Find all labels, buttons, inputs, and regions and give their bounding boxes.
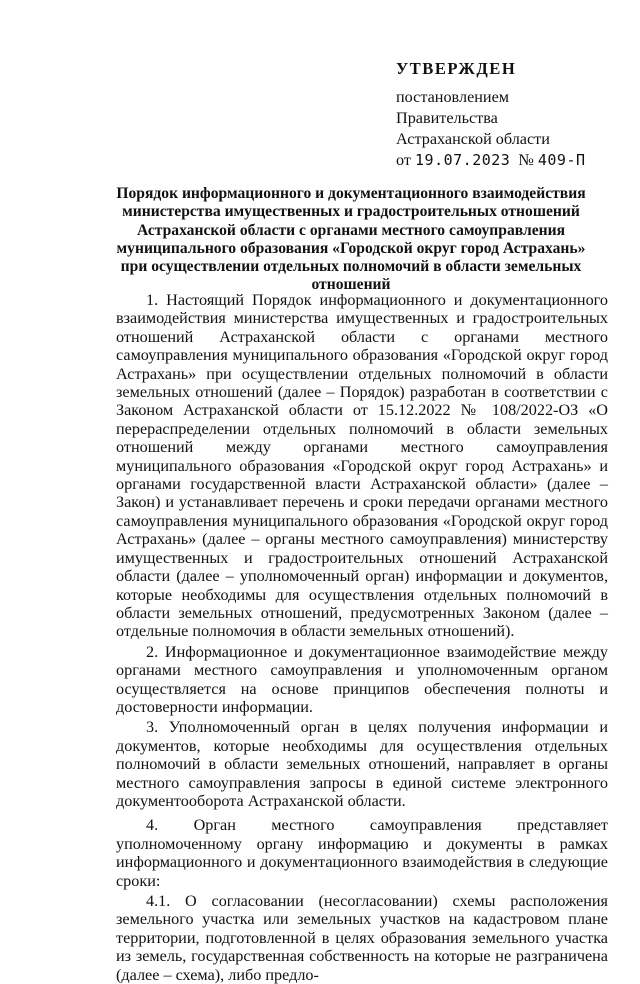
approval-date: 19.07.2023 bbox=[415, 151, 511, 169]
approval-date-prefix: от bbox=[396, 151, 411, 169]
approval-block bbox=[396, 58, 586, 171]
approval-line-region: Астраханской области bbox=[396, 130, 550, 148]
approval-line-government: Правительства bbox=[396, 109, 498, 127]
approval-number: 409-П bbox=[537, 151, 586, 169]
paragraph-3: 3. Уполномоченный орган в целях получения информации и документов, которые необходимы для осуществления отдельных полномочий в области земельных отношений, направляет в органы местного самоуправления запросы в единой системе электронного документооборота Астраханской области. bbox=[116, 718, 608, 810]
document-title: Порядок информационного и документационного взаимодействия министерства имущественных и градостроительных отношений Астраханской области с органами местного самоуправления муниципального образования «Городской округ город Астрахань» при осуществлении отдельных полномочий в области земельных отношений bbox=[116, 185, 586, 294]
paragraph-2: 2. Информационное и документационное взаимодействие между органами местного самоуправления и уполномоченным органом осуществляется на основе принципов обеспечения полноты и достоверности информации. bbox=[116, 642, 608, 716]
paragraph-1: 1. Настоящий Порядок информационного и документационного взаимодействия министерства имущественных и градостроительных отношений Астраханской области с органами местного самоуправления муниципального образования «Городской округ город Астрахань» при осуществлении отдельных полномочий в области земельных отношений (далее – Порядок) разработан в соответствии с Законом Астраханской области от 15.12.2022 № 108/2022-ОЗ «О перераспределении отдельных полномочий в области земельных отношений между органами местного самоуправления муниципального образования «Городской округ город Астрахань» и органами государственной власти Астраханской области» (далее – Закон) и устанавливает перечень и сроки передачи органами местного самоуправления муниципального образования «Городской округ город Астрахань» (далее – органы местного самоуправления) министерству имущественных и градостроительных отношений Астраханской области (далее – уполномоченный орган) информации и документов, которые необходимы для осуществления отдельных полномочий в области земельных отношений, предусмотренных Законом (далее – отдельные полномочия в области земельных отношений). bbox=[116, 291, 608, 641]
approval-line-resolution: постановлением bbox=[396, 88, 510, 106]
approval-number-sign: № bbox=[518, 151, 534, 169]
approval-heading: УТВЕРЖДЕН bbox=[396, 59, 517, 78]
paragraph-4-1: 4.1. О согласовании (несогласовании) схемы расположения земельного участка или земельных участков на кадастровом плане территории, подготовленной в целях образования земельного участка из земель, государственная собственность на которые не разграничена (далее – схема), либо предло- bbox=[116, 892, 608, 984]
paragraph-4: 4. Орган местного самоуправления представляет уполномоченному органу информацию и документы в рамках информационного и документационного взаимодействия в следующие сроки: bbox=[116, 816, 608, 890]
approval-date-line bbox=[396, 150, 586, 171]
document-body bbox=[116, 291, 608, 984]
